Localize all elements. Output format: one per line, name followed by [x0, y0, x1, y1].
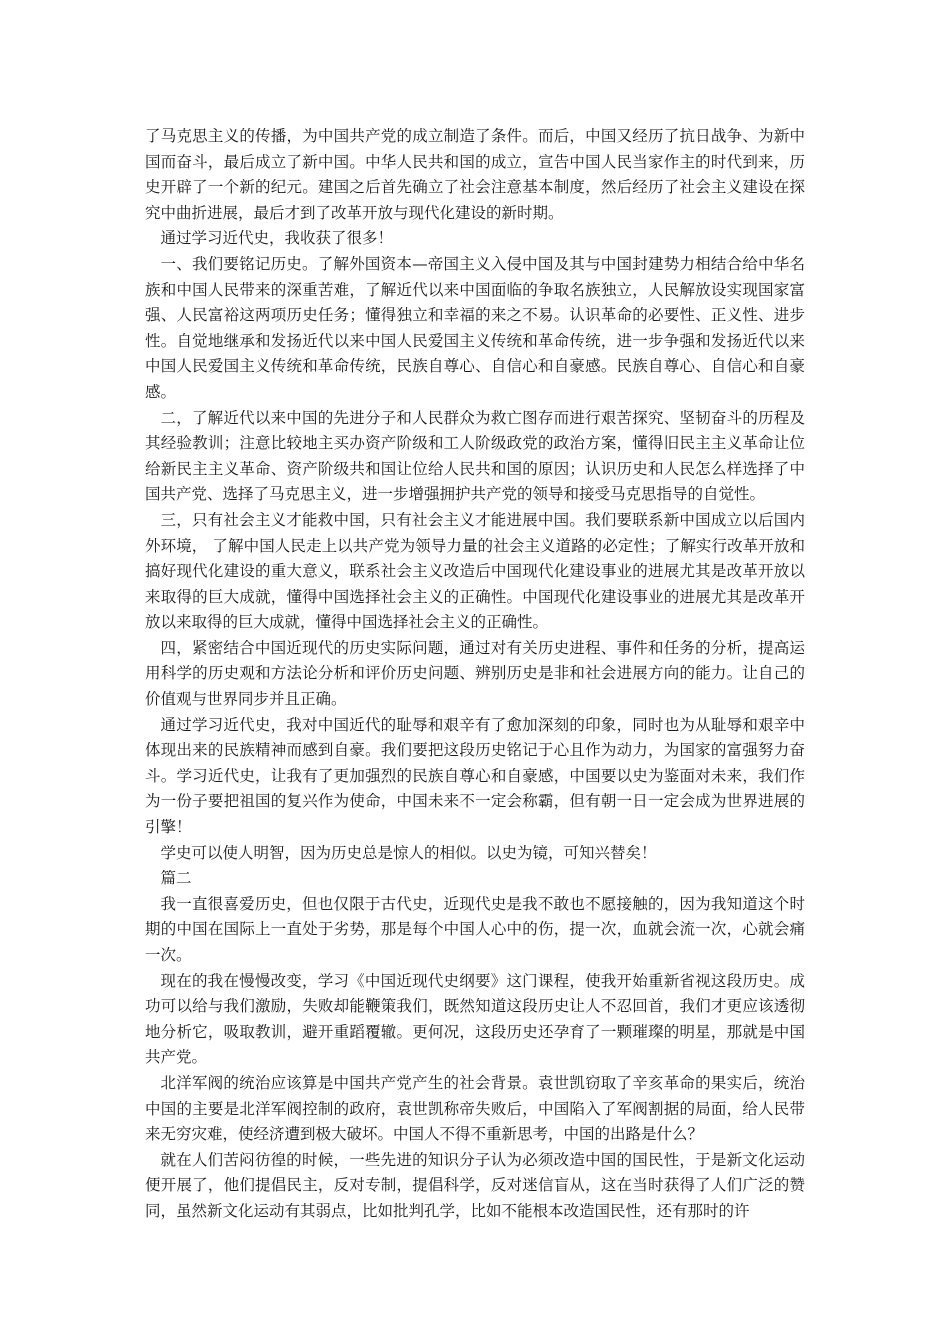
paragraph-beiyang-background: 北洋军阀的统治应该算是中国共产党产生的社会背景。袁世凯窃取了辛亥革命的果实后，统治中国的主要是北洋军阀控制的政府，袁世凯称帝失败后，中国陷入了军阀割据的局面，给人民带来无穷灾难，使经济遭到极大破坏。中国人不得不重新思考，中国的出路是什么？: [145, 1073, 805, 1144]
paragraph-continuation: 了马克思主义的传播，为中国共产党的成立制造了条件。而后，中国又经历了抗日战争、为新中国而奋斗，最后成立了新中国。中华人民共和国的成立，宣告中国人民当家作主的时代到来，历史开辟了一个新的纪元。建国之后首先确立了社会注意基本制度，然后经历了社会主义建设在探究中曲折进展，最后才到了改革开放与现代化建设的新时期。: [145, 127, 805, 222]
paragraph-part-two-intro: 我一直很喜爱历史，但也仅限于古代史，近现代史是我不敢也不愿接触的，因为我知道这个时期的中国在国际上一直处于劣势，那是每个中国人心中的伤，提一次，血就会流一次，心就会痛一次。: [145, 894, 805, 964]
paragraph-new-culture-movement: 就在人们苦闷彷徨的时候，一些先进的知识分子认为必须改造中国的国民性，于是新文化运动便开展了，他们提倡民主，反对专制，提倡科学，反对迷信盲从，这在当时获得了人们广泛的赞同，虽然新文化运动有其弱点，比如批判孔学，比如不能根本改造国民性，还有那时的许: [145, 1150, 805, 1220]
paragraph-course-change: 现在的我在慢慢改变，学习《中国近现代史纲要》这门课程，使我开始重新省视这段历史。成功可以给与我们激励，失败却能鞭策我们，既然知道这段历史让人不忍回首，我们才更应该透彻地分析它，吸取教训，避开重蹈覆辙。更何况，这段历史还孕育了一颗璀璨的明星，那就是中国共产党。: [145, 971, 805, 1067]
paragraph-point-four: 四，紧密结合中国近现代的历史实际问题，通过对有关历史进程、事件和任务的分析，提高运用科学的历史观和方法论分析和评价历史问题、辨别历史是非和社会进展方向的能力。让自己的价值观与世界同步并且正确。: [145, 638, 805, 709]
paragraph-point-two: 二，了解近代以来中国的先进分子和人民群众为救亡图存而进行艰苦探究、坚韧奋斗的历程及其经验教训；注意比较地主买办资产阶级和工人阶级政党的政治方案，懂得旧民主主义革命让位给新民主主义革命、资产阶级共和国让位给人民共和国的原因；认识历史和人民怎么样选择了中国共产党、选择了马克思主义，进一步增强拥护共产党的领导和接受马克思指导的自觉性。: [145, 408, 805, 504]
paragraph-closing-quote: 学史可以使人明智，因为历史总是惊人的相似。以史为镜，可知兴替矣！: [160, 843, 657, 862]
document-body: [145, 124, 805, 1225]
paragraph-point-three: 三，只有社会主义才能救中国，只有社会主义才能进展中国。我们要联系新中国成立以后国内外环境， 了解中国人民走上以共产党为领导力量的社会主义道路的必定性；了解实行改革开放和搞好现代化建设的重大意义，联系社会主义改造后中国现代化建设事业的进展尤其是改革开放以来取得的巨大成就，懂得中国选择社会主义的正确性。中国现代化建设事业的进展尤其是改革开放以来取得的巨大成就，懂得中国选择社会主义的正确性。: [145, 510, 805, 632]
paragraph-point-one: 一、我们要铭记历史。了解外国资本—帝国主义入侵中国及其与中国封建势力相结合给中华名族和中国人民带来的深重苦难，了解近代以来中国面临的争取名族独立，人民解放设实现国家富强、人民富裕这两项历史任务；懂得独立和幸福的来之不易。认识革命的必要性、正义性、进步性。自觉地继承和发扬近代以来中国人民爱国主义传统和革命传统，进一步争强和发扬近代以来中国人民爱国主义传统和革命传统，民族自尊心、自信心和自豪感。民族自尊心、自信心和自豪感。: [145, 254, 805, 401]
paragraph-summary-intro: 通过学习近代史，我收获了很多！: [160, 229, 394, 248]
paragraph-reflection: 通过学习近代史，我对中国近代的耻辱和艰辛有了愈加深刻的印象，同时也为从耻辱和艰辛中体现出来的民族精神而感到自豪。我们要把这段历史铭记于心且作为动力，为国家的富强努力奋斗。学习近代史，让我有了更加强烈的民族自尊心和自豪感，中国要以史为鉴面对未来，我们作为一份子要把祖国的复兴作为使命，中国未来不一定会称霸，但有朝一日一定会成为世界进展的引擎！: [145, 715, 805, 837]
section-heading-part-two: 篇二: [160, 869, 192, 888]
